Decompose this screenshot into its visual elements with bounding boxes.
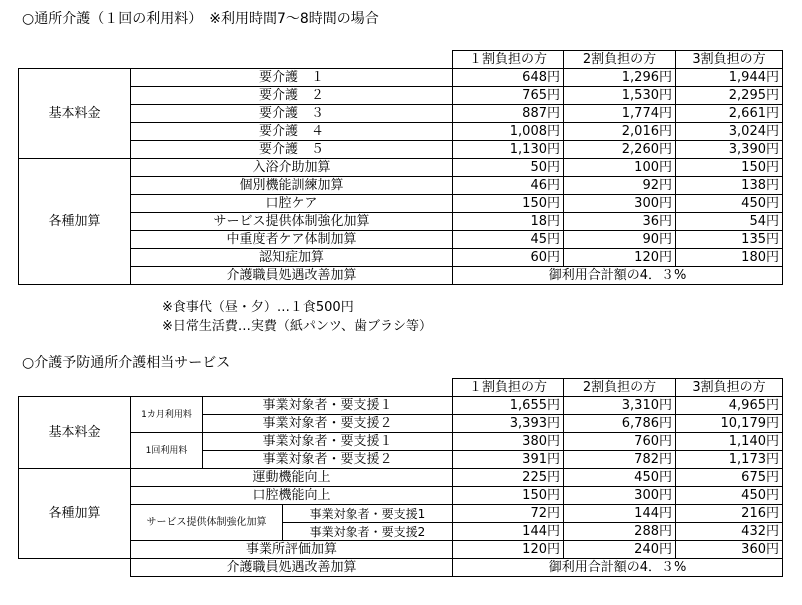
row-label: 認知症加算 (131, 249, 453, 267)
table-row (19, 433, 783, 451)
cell: 1,530円 (564, 87, 676, 105)
cell: 2,295円 (676, 87, 783, 105)
cell: 3,310円 (564, 397, 676, 415)
per-use-fee-label: 1回利用料 (131, 433, 203, 469)
cell: 120円 (453, 541, 564, 559)
cell: 360円 (676, 541, 783, 559)
cell: 1,655円 (453, 397, 564, 415)
table-row (19, 195, 783, 213)
cell: 46円 (453, 177, 564, 195)
row-label: 事業対象者・要支援2 (283, 523, 453, 541)
table-row (19, 87, 783, 105)
table-row (19, 559, 783, 577)
table-row (19, 249, 783, 267)
row-label: 事業対象者・要支援２ (203, 451, 453, 469)
cell: 300円 (564, 487, 676, 505)
cell: 150円 (453, 487, 564, 505)
improvement-rate-cell: 御利用合計額の4．３% (453, 559, 783, 577)
basic-fee-label: 基本料金 (19, 397, 131, 469)
cell: 50円 (453, 159, 564, 177)
cell: 765円 (453, 87, 564, 105)
cell: 90円 (564, 231, 676, 249)
row-label: 中重度者ケア体制加算 (131, 231, 453, 249)
table-row (19, 397, 783, 415)
table-row (19, 541, 783, 559)
table-row (19, 469, 783, 487)
cell: 450円 (564, 469, 676, 487)
table-row (19, 487, 783, 505)
col-header-3: 3割負担の方 (676, 379, 783, 397)
row-label: 要介護 １ (131, 69, 453, 87)
cell: 54円 (676, 213, 783, 231)
cell: 60円 (453, 249, 564, 267)
cell: 432円 (676, 523, 783, 541)
meal-note: ※食事代（昼・夕）…１食500円 (162, 300, 354, 315)
cell: 380円 (453, 433, 564, 451)
row-label: 入浴介助加算 (131, 159, 453, 177)
cell: 450円 (676, 487, 783, 505)
addition-label: 各種加算 (19, 469, 131, 559)
day-care-fee-table (18, 50, 783, 285)
table-row (19, 505, 783, 523)
table-row (19, 105, 783, 123)
cell: 2,016円 (564, 123, 676, 141)
cell: 1,774円 (564, 105, 676, 123)
cell: 4,965円 (676, 397, 783, 415)
cell: 3,393円 (453, 415, 564, 433)
col-header-3: 3割負担の方 (676, 51, 783, 69)
cell: 3,390円 (676, 141, 783, 159)
section1-title: ○通所介護（１回の利用料） ※利用時間7～8時間の場合 (22, 11, 379, 27)
cell: 288円 (564, 523, 676, 541)
cell: 92円 (564, 177, 676, 195)
cell: 144円 (453, 523, 564, 541)
row-label: 個別機能訓練加算 (131, 177, 453, 195)
cell: 2,661円 (676, 105, 783, 123)
cell: 120円 (564, 249, 676, 267)
col-header-2: 2割負担の方 (564, 51, 676, 69)
cell: 45円 (453, 231, 564, 249)
cell: 1,008円 (453, 123, 564, 141)
preventive-care-fee-table (18, 378, 783, 577)
table-row (19, 231, 783, 249)
cell: 18円 (453, 213, 564, 231)
row-label: 事業対象者・要支援１ (203, 397, 453, 415)
service-enhancement-label: サービス提供体制強化加算 (131, 505, 283, 541)
cell: 1,296円 (564, 69, 676, 87)
cell: 150円 (676, 159, 783, 177)
row-label: 口腔機能向上 (131, 487, 453, 505)
cell: 1,944円 (676, 69, 783, 87)
row-label: 事業所評価加算 (131, 541, 453, 559)
table-row (19, 159, 783, 177)
col-header-1: １割負担の方 (453, 379, 564, 397)
row-label: 運動機能向上 (131, 469, 453, 487)
cell: 1,130円 (453, 141, 564, 159)
monthly-fee-label: 1カ月利用料 (131, 397, 203, 433)
cell: 450円 (676, 195, 783, 213)
row-label: 事業対象者・要支援１ (203, 433, 453, 451)
basic-fee-label: 基本料金 (19, 69, 131, 159)
row-label: 口腔ケア (131, 195, 453, 213)
table-row (19, 213, 783, 231)
cell: 648円 (453, 69, 564, 87)
cell: 10,179円 (676, 415, 783, 433)
cell: 2,260円 (564, 141, 676, 159)
table-row (19, 141, 783, 159)
cell: 6,786円 (564, 415, 676, 433)
cell: 240円 (564, 541, 676, 559)
cell: 1,140円 (676, 433, 783, 451)
daily-expense-note: ※日常生活費…実費（紙パンツ、歯ブラシ等） (162, 319, 432, 334)
cell: 135円 (676, 231, 783, 249)
table-row (19, 267, 783, 285)
col-header-1: １割負担の方 (453, 51, 564, 69)
table-row (19, 69, 783, 87)
cell: 675円 (676, 469, 783, 487)
row-label: 事業対象者・要支援1 (283, 505, 453, 523)
row-label: 要介護 ５ (131, 141, 453, 159)
header-row (19, 51, 783, 69)
row-label: 介護職員処遇改善加算 (131, 267, 453, 285)
header-row (19, 379, 783, 397)
row-label: 事業対象者・要支援２ (203, 415, 453, 433)
table-row (19, 123, 783, 141)
cell: 760円 (564, 433, 676, 451)
cell: 300円 (564, 195, 676, 213)
cell: 3,024円 (676, 123, 783, 141)
cell: 72円 (453, 505, 564, 523)
cell: 216円 (676, 505, 783, 523)
row-label: 要介護 ３ (131, 105, 453, 123)
row-label: サービス提供体制強化加算 (131, 213, 453, 231)
cell: 1,173円 (676, 451, 783, 469)
cell: 887円 (453, 105, 564, 123)
cell: 36円 (564, 213, 676, 231)
table-row (19, 177, 783, 195)
cell: 144円 (564, 505, 676, 523)
col-header-2: 2割負担の方 (564, 379, 676, 397)
cell: 225円 (453, 469, 564, 487)
row-label: 要介護 ４ (131, 123, 453, 141)
cell: 150円 (453, 195, 564, 213)
cell: 782円 (564, 451, 676, 469)
improvement-rate-cell: 御利用合計額の4．３% (453, 267, 783, 285)
row-label: 要介護 ２ (131, 87, 453, 105)
cell: 100円 (564, 159, 676, 177)
cell: 180円 (676, 249, 783, 267)
cell: 391円 (453, 451, 564, 469)
row-label: 介護職員処遇改善加算 (131, 559, 453, 577)
section2-title: ○介護予防通所介護相当サービス (22, 355, 231, 371)
cell: 138円 (676, 177, 783, 195)
addition-label: 各種加算 (19, 159, 131, 285)
